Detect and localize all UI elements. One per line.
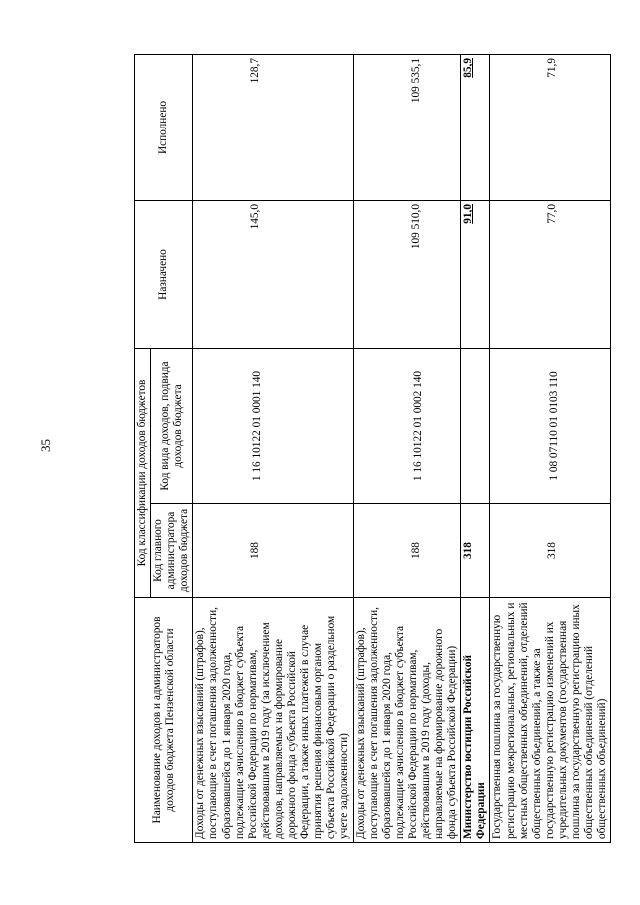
row-name: Доходы от денежных взысканий (штрафов), поступающие в счет погашения задолженности, образовавшейся до 1 января 2020 года, подлежащие зачислению в бюджет субъекта Российской Федерации по нормативам, действовавшим в 2019 году (за исключением доходов, направляемых на формирование дорожного фонда субъекта Российской Федерации, а также иных платежей в случае принятия решения финансовым органом субъекта Российской Федерации о раздельном учете задолженности) — [193, 598, 353, 843]
header-admin-code: Код главного администратора доходов бюджета — [151, 504, 193, 598]
row-admin-code: 188 — [353, 504, 461, 598]
header-name: Наименование доходов и администраторов доходов бюджета Пензенской области — [135, 598, 193, 843]
income-table — [134, 54, 611, 843]
row-name: Доходы от денежных взысканий (штрафов), поступающие в счет погашения задолженности, образовавшейся до 1 января 2020 года, подлежащие зачислению в бюджет субъекта Российской Федерации по нормативам, действовавшим в 2019 году (доходы, направляемые на формирование дорожного фонда субъекта Российской Федерации) — [353, 598, 461, 843]
row-income-code — [461, 348, 490, 503]
row-name: Министерство юстиции Российской Федерации — [461, 598, 490, 843]
table-row — [193, 54, 353, 842]
row-assigned: 145,0 — [193, 200, 353, 348]
row-assigned: 109 510,0 — [353, 200, 461, 348]
table-row — [490, 54, 611, 842]
row-income-code: 1 16 10122 01 0001 140 — [193, 348, 353, 503]
row-executed: 109 535,1 — [353, 54, 461, 200]
header-executed: Исполнено — [135, 54, 193, 200]
row-income-code: 1 08 07110 01 0103 110 — [490, 348, 611, 503]
row-income-code: 1 16 10122 01 0002 140 — [353, 348, 461, 503]
row-executed: 71,9 — [490, 54, 611, 200]
row-name: Государственная пошлина за государственную регистрацию межрегиональных, региональных и местных общественных объединений, отделений общественных объединений, а также за государственную регистрацию изменений их учредительных документов (государственная пошлина за государственную регистрацию иных общественных объединений (отделений общественных объединений) — [490, 598, 611, 843]
header-income-code: Код вида доходов, подвида доходов бюджета — [151, 348, 193, 503]
table-row — [353, 54, 461, 842]
row-executed: 85,9 — [461, 54, 490, 200]
row-executed: 128,7 — [193, 54, 353, 200]
row-assigned: 91,0 — [461, 200, 490, 348]
header-classification-group: Код классификации доходов бюджетов — [135, 348, 151, 597]
row-admin-code: 188 — [193, 504, 353, 598]
row-admin-code: 318 — [490, 504, 611, 598]
row-assigned: 77,0 — [490, 200, 611, 348]
row-admin-code: 318 — [461, 504, 490, 598]
rotated-table-container — [134, 55, 609, 843]
table-row — [461, 54, 490, 842]
page-number: 35 — [38, 439, 53, 452]
header-assigned: Назначено — [135, 200, 193, 348]
